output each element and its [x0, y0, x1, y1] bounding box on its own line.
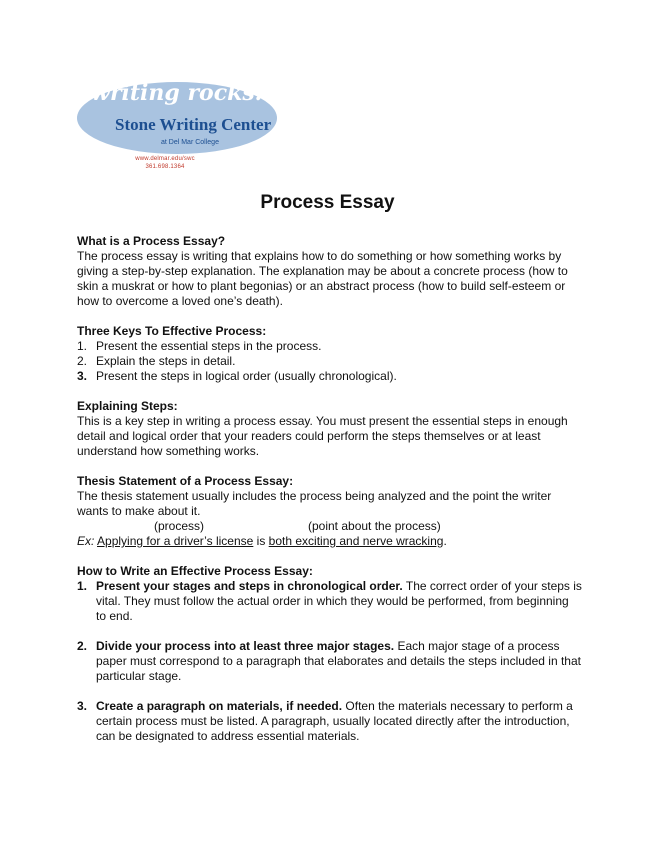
list-number: 1.	[77, 579, 88, 593]
section-heading: Three Keys To Effective Process:	[77, 324, 267, 338]
list-item	[77, 699, 582, 744]
logo-graphic	[75, 78, 285, 158]
section-howto	[77, 564, 582, 744]
logo-tagline: writing rocks!	[91, 80, 265, 106]
section-heading: Thesis Statement of a Process Essay:	[77, 474, 294, 488]
list-number: 3.	[77, 699, 88, 713]
list-text: Present the essential steps in the process.	[96, 339, 322, 353]
list-lead: Divide your process into at least three major stages.	[96, 639, 395, 653]
list-lead: Present your stages and steps in chronological order.	[96, 579, 403, 593]
example-point: both exciting and nerve wracking	[268, 534, 444, 548]
list-text: Present the steps in logical order (usually chronological).	[96, 369, 397, 383]
label-process: (process)	[154, 519, 205, 533]
logo-name: Stone Writing Center	[115, 115, 272, 134]
list-number: 3.	[77, 369, 88, 383]
list-text	[96, 639, 582, 684]
section-keys	[77, 324, 582, 384]
list-text: Explain the steps in detail.	[96, 354, 236, 368]
section-explaining	[77, 399, 582, 459]
section-heading: Explaining Steps:	[77, 399, 178, 413]
label-point: (point about the process)	[308, 519, 441, 533]
list-body: Often the materials necessary to perform a certain process must be listed. A paragraph, usually located directly after the introduction, can be designated to address essential materials.	[96, 699, 573, 743]
list-lead: Create a paragraph on materials, if needed.	[96, 699, 343, 713]
section-paragraph: The process essay is writing that explains how to do something or how something works by giving a step-by-step explanation. The explanation may be about a concrete process (how to skin a muskrat or how to plant begonias) or an abstract process (how to build self-esteem or how to overcome a loved one’s death).	[77, 249, 568, 308]
list-number: 2.	[77, 639, 88, 653]
page-title: Process Essay	[260, 192, 395, 213]
section-what	[77, 234, 582, 309]
example-period: .	[443, 534, 447, 548]
list-item	[77, 369, 582, 384]
list-text	[96, 699, 582, 744]
logo-contact	[75, 155, 255, 171]
logo-url: www.delmar.edu/swc	[135, 156, 195, 162]
example-connector: is	[253, 534, 269, 548]
section-paragraph: This is a key step in writing a process essay. You must present the essential steps in enough detail and logical order that your readers could perform the steps themselves or at least understand how something works.	[77, 414, 568, 458]
logo-subtitle: at Del Mar College	[161, 139, 219, 146]
document-body	[77, 234, 582, 759]
thesis-example	[77, 534, 582, 549]
section-heading: What is a Process Essay?	[77, 234, 226, 248]
list-item	[77, 354, 582, 369]
section-paragraph: The thesis statement usually includes the process being analyzed and the point the writer wants to make about it.	[77, 489, 552, 518]
example-prefix: Ex:	[77, 534, 95, 548]
list-number: 1.	[77, 339, 88, 353]
section-thesis	[77, 474, 582, 549]
list-body: Each major stage of a process paper must correspond to a paragraph that elaborates and details the steps included in that particular stage.	[96, 639, 581, 683]
list-item	[77, 339, 582, 354]
list-item	[77, 579, 582, 624]
logo-phone: 361.698.1364	[145, 164, 185, 170]
example-process: Applying for a driver’s license	[97, 534, 254, 548]
section-heading: How to Write an Effective Process Essay:	[77, 564, 313, 578]
list-text	[96, 579, 582, 624]
list-item	[77, 639, 582, 684]
list-body: The correct order of your steps is vital. They must follow the actual order in which they would be performed, from beginning to end.	[96, 579, 582, 623]
list-number: 2.	[77, 354, 88, 368]
thesis-labels	[77, 519, 582, 534]
